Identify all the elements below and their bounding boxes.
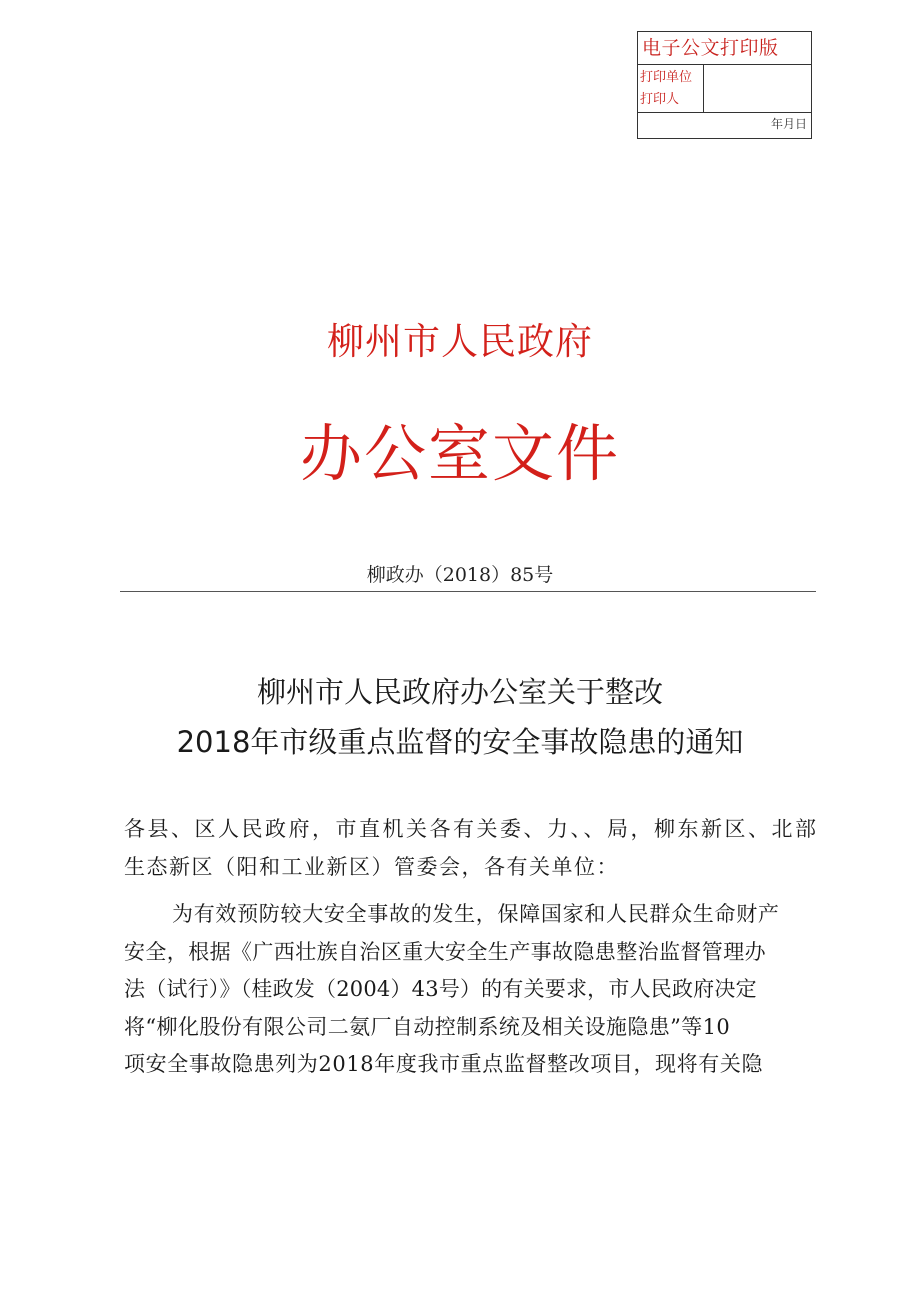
salutation <box>124 814 819 890</box>
body-line: 法（试行）》（桂政发（2004）43号）的有关要求，市人民政府决定 <box>124 977 757 1001</box>
body-paragraph <box>124 899 814 1087</box>
printer-label: 打印人 <box>640 92 680 107</box>
issuer-name: 柳州市人民政府 <box>327 320 593 363</box>
print-unit-label: 打印单位 <box>640 70 693 85</box>
stamp-divider <box>638 112 811 113</box>
header-divider <box>120 591 816 592</box>
stamp-date-label: 年月日 <box>770 117 807 131</box>
body-line: 项安全事故隐患列为2018年度我市重点监督整改项目，现将有关隐 <box>124 1052 764 1076</box>
body-line: 将“柳化股份有限公司二氨厂自动控制系统及相关设施隐患”等10 <box>124 1014 731 1039</box>
salutation-line-2: 生态新区（阳和工业新区）管委会，各有关单位： <box>124 855 619 879</box>
notice-title-line-1: 柳州市人民政府办公室关于整改 <box>256 675 663 709</box>
body-line: 为有效预防较大安全事故的发生，保障国家和人民群众生命财产 <box>172 902 780 926</box>
office-document-heading: 办公室文件 <box>299 417 620 490</box>
document-number: 柳政办（2018）85号 <box>366 564 554 586</box>
print-stamp-box <box>637 31 812 139</box>
stamp-label-column <box>638 65 704 112</box>
salutation-line-1: 各县、区人民政府，市直机关各有关委、力、、局，柳东新区、北部 <box>124 817 819 841</box>
notice-title-line-2: 2018年市级重点监督的安全事故隐患的通知 <box>176 725 744 759</box>
stamp-title: 电子公文打印版 <box>638 32 811 65</box>
body-line: 安全，根据《广西壮族自治区重大安全生产事故隐患整治监督管理办 <box>124 939 766 964</box>
